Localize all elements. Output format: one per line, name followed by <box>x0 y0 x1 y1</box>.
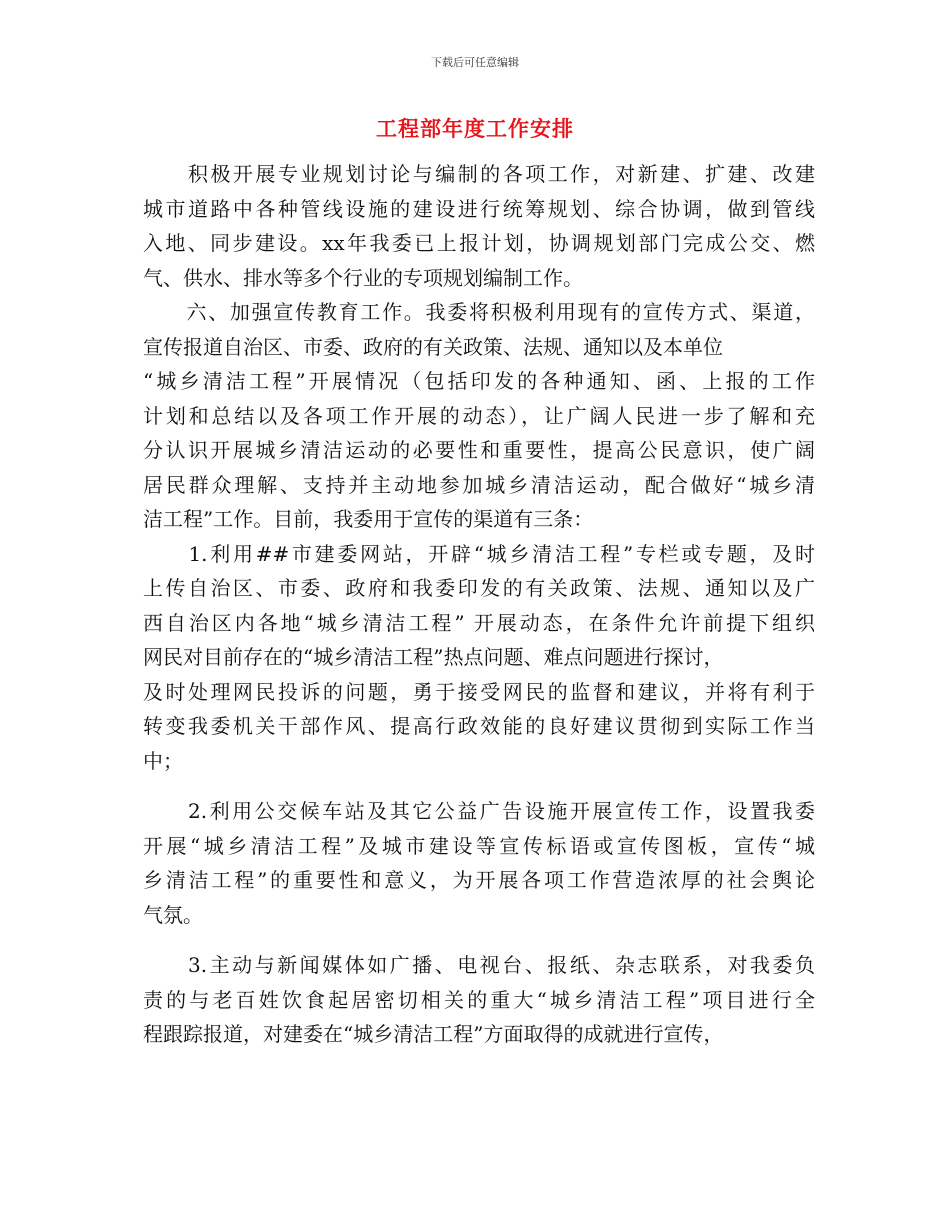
paragraph-planning <box>143 157 815 295</box>
paragraph-line: 洁工程”工作。目前，我委用于宣传的渠道有三条： <box>143 507 594 531</box>
paragraph-line: 气、供水、排水等多个行业的专项规划编制工作。 <box>143 265 583 290</box>
paragraph-line: 入地、同步建设。xx年我委已上报计划，协调规划部门完成公交、燃 <box>143 231 815 255</box>
paragraph-line: 3.主动与新闻媒体如广播、电视台、报纸、杂志联系，对我委负 <box>143 953 815 977</box>
paragraph-line: 2.利用公交候车站及其它公益广告设施开展宣传工作，设置我委 <box>143 799 815 823</box>
paragraph-line: 及时处理网民投诉的问题，勇于接受网民的监督和建议，并将有利于 <box>143 679 815 704</box>
paragraph-publicity <box>143 295 815 537</box>
paragraph-line: 积极开展专业规划讨论与编制的各项工作，对新建、扩建、改建 <box>143 162 815 186</box>
paragraph-line: 乡清洁工程”的重要性和意义，为开展各项工作营造浓厚的社会舆论 <box>143 868 815 892</box>
paragraph-line: 责的与老百姓饮食起居密切相关的重大“城乡清洁工程”项目进行全 <box>143 987 815 1012</box>
paragraph-line: 计划和总结以及各项工作开展的动态），让广阔人民进一步了解和充 <box>143 403 815 428</box>
paragraph-line: 西自治区内各地“城乡清洁工程” 开展动态，在条件允许前提下组织 <box>143 610 815 635</box>
paragraph-line: “城乡清洁工程”开展情况（包括印发的各种通知、函、上报的工作 <box>143 369 815 393</box>
paragraph-line: 城市道路中各种管线设施的建设进行统筹规划、综合协调，做到管线 <box>143 196 815 221</box>
paragraph-line: 中； <box>143 748 183 773</box>
paragraph-channel-3 <box>143 948 815 1052</box>
paragraph-line: 1.利用##市建委网站，开辟“城乡清洁工程”专栏或专题，及时 <box>143 541 815 566</box>
document-title: 工程部年度工作安排 <box>376 117 574 141</box>
paragraph-line: 开展“城乡清洁工程”及城市建设等宣传标语或宣传图板，宣传“城 <box>143 833 815 858</box>
paragraph-line: 网民对目前存在的“城乡清洁工程”热点问题、难点问题进行探讨， <box>143 645 724 669</box>
paragraph-line: 上传自治区、市委、政府和我委印发的有关政策、法规、通知以及广 <box>143 576 815 600</box>
paragraph-channel-1 <box>143 537 815 779</box>
paragraph-line: 转变我委机关干部作风、提高行政效能的良好建议贯彻到实际工作当 <box>143 714 815 738</box>
header-note: 下载后可任意编辑 <box>431 56 519 69</box>
paragraph-spacer <box>143 932 815 948</box>
paragraph-line: 宣传报道自治区、市委、政府的有关政策、法规、通知以及本单位 <box>143 334 723 359</box>
paragraph-line: 程跟踪报道，对建委在“城乡清洁工程”方面取得的成就进行宣传， <box>143 1022 724 1046</box>
paragraph-spacer <box>143 778 815 794</box>
paragraph-line: 居民群众理解、支持并主动地参加城乡清洁运动，配合做好“城乡清 <box>143 472 815 497</box>
paragraph-line: 六、加强宣传教育工作。我委将积极利用现有的宣传方式、渠道， <box>143 300 815 324</box>
paragraph-line: 气氛。 <box>143 902 203 927</box>
paragraph-line: 分认识开展城乡清洁运动的必要性和重要性，提高公民意识，使广阔 <box>143 438 815 462</box>
paragraph-channel-2 <box>143 794 815 932</box>
document-body <box>143 157 815 1052</box>
